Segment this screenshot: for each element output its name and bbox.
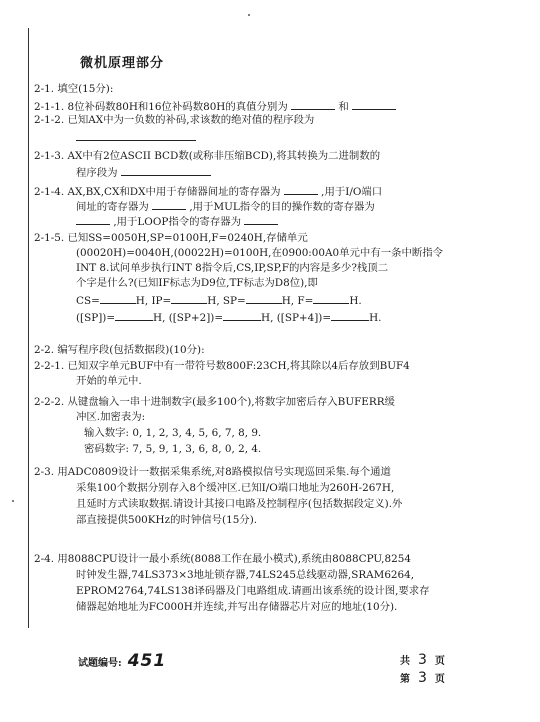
question-2-2-1: 2-2-1. 已知双字单元BUF中有一带符号数800F:23CH,将其除以4后存放到BUF4 (34, 360, 410, 372)
question-2-2-2-cont: 冲区.加密表为: (76, 411, 146, 423)
question-text: 2-1-4. AX,BX,CX和DX中用于存储器间址的寄存器为 (34, 186, 281, 198)
answer-blank (246, 292, 282, 304)
section-2-1-heading: 2-1. 填空(15分): (34, 83, 114, 95)
question-2-1-5-line4: 个字是什么?(已知IF标志为D9位,TF标志为D8位),即 (76, 277, 318, 289)
question-2-1-2-blank (76, 129, 526, 145)
section-2-2-heading: 2-2. 编写程序段(包括数据段)(10分): (34, 344, 205, 356)
page-suffix: 页 (434, 674, 445, 685)
question-2-1-4 (34, 183, 526, 199)
question-text: ,用于LOOP指令的寄存器为 (113, 216, 242, 228)
answer-blank (352, 98, 396, 110)
question-2-3: 2-3. 用ADC0809设计一数据采集系统,对8路模拟信号实现巡回采集.每个通道 (34, 466, 391, 478)
label-f: H, F= (281, 295, 314, 307)
label-ip: H, IP= (135, 295, 172, 307)
question-2-1-5-line2: (00020H)=0040H,(00022H)=0100H,在0900:00A0单元中有一条中断指令 (76, 247, 444, 259)
answer-blank (331, 309, 369, 321)
question-text: 程序段为 (76, 167, 118, 179)
answer-blank (313, 292, 349, 304)
exam-code-label: 试题编号: (78, 658, 122, 669)
answer-blank (291, 98, 335, 110)
label-sp4: H, ([SP+4])= (261, 312, 332, 324)
answer-blank (284, 183, 318, 195)
question-2-3-line2: 采集100个数据分别存入8个缓冲区.已知I/O端口地址为260H-267H, (76, 482, 395, 494)
cipher-digits-row: 密码数字: 7, 5, 9, 1, 3, 6, 8, 0, 2, 4. (84, 443, 262, 455)
answer-blank (76, 213, 110, 225)
label-sp: H, SP= (207, 295, 246, 307)
question-2-1-1 (34, 98, 526, 114)
answer-blank (76, 129, 196, 141)
answer-blank (121, 164, 211, 176)
question-2-1-3: 2-1-3. AX中有2位ASCII BCD数(或称非压缩BCD),将其转换为二进制数的 (34, 150, 381, 162)
answer-blank (100, 292, 136, 304)
question-2-4-line2: 时钟发生器,74LS373×3地址锁存器,74LS245总线驱动器,SRAM6264, (76, 569, 415, 581)
question-2-4: 2-4. 用8088CPU设计一最小系统(8088工作在最小模式),系统由8088CPU,8254 (34, 553, 411, 565)
input-digits-row: 输入数字: 0, 1, 2, 3, 4, 5, 6, 7, 8, 9. (84, 427, 262, 439)
total-pages: 3 (418, 652, 427, 668)
question-text: 间址的寄存器为 (76, 201, 149, 213)
exam-code (78, 651, 166, 671)
answer-blank (115, 309, 153, 321)
label-h: H. (349, 295, 362, 307)
question-2-1-5: 2-1-5. 已知SS=0050H,SP=0100H,F=0240H,存储单元 (34, 232, 308, 244)
question-2-3-line3: 且延时方式读取数据.请设计其接口电路及控制程序(包括数据段定义).外 (76, 498, 403, 510)
answer-blank (244, 213, 278, 225)
scan-speck (12, 500, 14, 502)
scan-speck (248, 14, 250, 16)
label-h: H. (369, 312, 382, 324)
page-total (400, 652, 445, 670)
question-2-3-line4: 部直接提供500KHz的时钟信号(15分). (76, 514, 258, 526)
label-sp2: H, ([SP+2])= (153, 312, 224, 324)
question-2-1-5-answers-1 (76, 292, 526, 308)
total-suffix: 页 (434, 656, 445, 667)
question-2-1-2: 2-1-2. 已知AX中为一负数的补码,求该数的绝对值的程序段为 (34, 114, 315, 126)
question-2-1-3-cont (76, 164, 526, 180)
question-text: ,用于MUL指令的目的操作数的寄存器为 (189, 201, 375, 213)
question-2-2-2: 2-2-2. 从键盘输入一串十进制数字(最多100个),将数字加密后存入BUFERR缓 (34, 396, 395, 408)
question-2-4-line4: 储器起始地址为FC000H并连续,并写出存储器芯片对应的地址(10分). (76, 601, 398, 613)
label-cs: CS= (76, 295, 100, 307)
question-2-1-5-line3: INT 8.试问单步执行INT 8指令后,CS,IP,SP,F的内容是多少?栈顶二 (76, 262, 389, 274)
total-prefix: 共 (400, 656, 410, 667)
label-sp0: ([SP])= (76, 312, 116, 324)
question-2-2-1-cont: 开始的单元中. (76, 375, 142, 387)
current-page: 3 (418, 670, 427, 686)
question-2-1-5-answers-2 (76, 309, 526, 325)
question-text: ,用于I/O端口 (321, 186, 383, 198)
question-2-4-line3: EPROM2764,74LS138译码器及门电路组成.请画出该系统的设计图,要求存 (76, 585, 430, 597)
question-2-1-4-cont (76, 198, 526, 214)
page-prefix: 第 (400, 674, 410, 685)
page-current (400, 670, 445, 688)
section-title: 微机原理部分 (80, 56, 165, 71)
answer-blank (171, 292, 207, 304)
answer-blank (223, 309, 261, 321)
question-2-1-4-cont2 (76, 213, 526, 229)
question-text: 和 (338, 101, 349, 113)
page-counter (400, 652, 445, 688)
question-text: 2-1-1. 8位补码数80H和16位补码数80H的真值分别为 (34, 101, 288, 113)
exam-code-value: 451 (127, 651, 167, 671)
answer-blank (152, 198, 186, 210)
